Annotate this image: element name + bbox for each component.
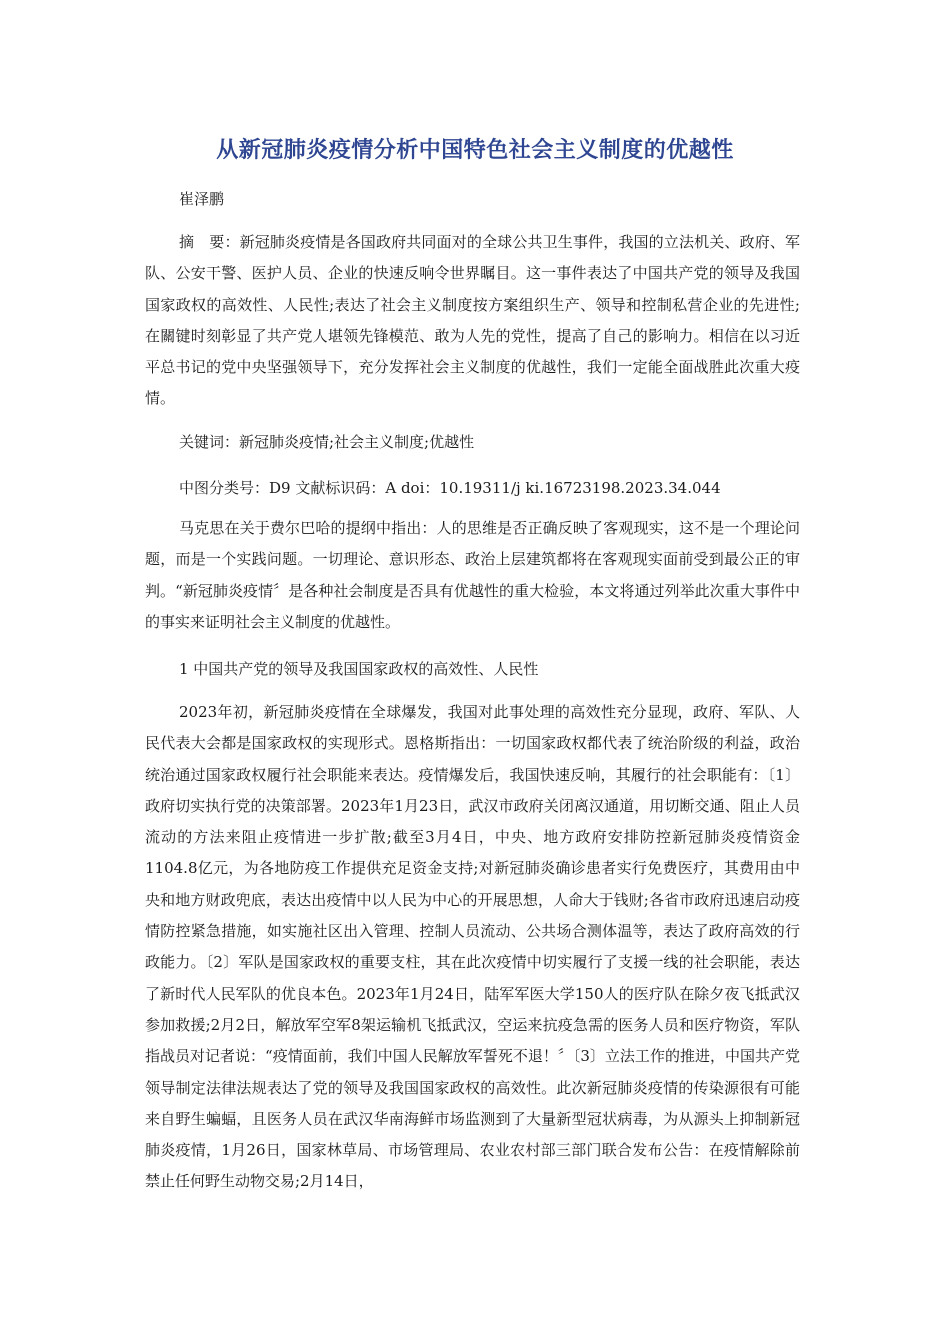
keywords-line: 关键词：新冠肺炎疫情;社会主义制度;优越性 [179, 433, 475, 451]
section-1-heading: 1 中国共产党的领导及我国国家政权的高效性、人民性 [179, 660, 539, 678]
abstract-paragraph: 摘 要：新冠肺炎疫情是各国政府共同面对的全球公共卫生事件，我国的立法机关、政府、军队、公安干警、医护人员、企业的快速反响令世界瞩目。这一事件表达了中国共产党的领导及我国国家政权的高效性、人民性;表达了社会主义制度按方案组织生产、领导和控制私营企业的先进性;在關键时刻彰显了共产党人堪领先锋模范、敢为人先的党性，提高了自己的影响力。相信在以习近平总书记的党中央坚强领导下，充分发挥社会主义制度的优越性，我们一定能全面战胜此次重大疫情。 [145, 233, 800, 408]
author-name: 崔泽鹏 [179, 190, 225, 208]
section-1-body: 2023年初，新冠肺炎疫情在全球爆发，我国对此事处理的高效性充分显现，政府、军队、人民代表大会都是国家政权的实现形式。恩格斯指出：一切国家政权都代表了统治阶级的利益，政治统治通过国家政权履行社会职能来表达。疫情爆发后，我国快速反响，其履行的社会职能有：〔1〕政府切实执行党的决策部署。2023年1月23日，武汉市政府关闭离汉通道，用切断交通、阻止人员流动的方法来阻止疫情进一步扩散;截至3月4日，中央、地方政府安排防控新冠肺炎疫情资金1104.8亿元，为各地防疫工作提供充足资金支持;对新冠肺炎确诊患者实行免费医疗，其费用由中央和地方财政兜底，表达出疫情中以人民为中心的开展思想，人命大于钱财;各省市政府迅速启动疫情防控紧急措施，如实施社区出入管理、控制人员流动、公共场合测体温等，表达了政府高效的行政能力。〔2〕军队是国家政权的重要支柱，其在此次疫情中切实履行了支援一线的社会职能，表达了新时代人民军队的优良本色。2023年1月24日，陆军军医大学150人的医疗队在除夕夜飞抵武汉参加救援;2月2日，解放军空军8架运输机飞抵武汉，空运来抗疫急需的医务人员和医疗物资，军队指战员对记者说：“疫情面前，我们中国人民解放军誓死不退！〞〔3〕立法工作的推进，中国共产党领导制定法律法规表达了党的领导及我国国家政权的高效性。此次新冠肺炎疫情的传染源很有可能来自野生蝙蝠，且医务人员在武汉华南海鲜市场监测到了大量新型冠状病毒，为从源头上抑制新冠肺炎疫情，1月26日，国家林草局、市场管理局、农业农村部三部门联合发布公告：在疫情解除前禁止任何野生动物交易;2月14日， [145, 703, 800, 1191]
document-title: 从新冠肺炎疫情分析中国特色社会主义制度的优越性 [216, 138, 734, 163]
intro-paragraph: 马克思在关于费尔巴哈的提纲中指出：人的思维是否正确反映了客观现实，这不是一个理论问题，而是一个实践问题。一切理论、意识形态、政治上层建筑都将在客观现实面前受到最公正的审判。“新冠肺炎疫情〞是各种社会制度是否具有优越性的重大检验，本文将通过列举此次重大事件中的事实来证明社会主义制度的优越性。 [145, 519, 800, 631]
classification-line: 中图分类号：D9 文献标识码：A doi：10.19311/j ki.16723198.2023.34.044 [179, 479, 721, 497]
